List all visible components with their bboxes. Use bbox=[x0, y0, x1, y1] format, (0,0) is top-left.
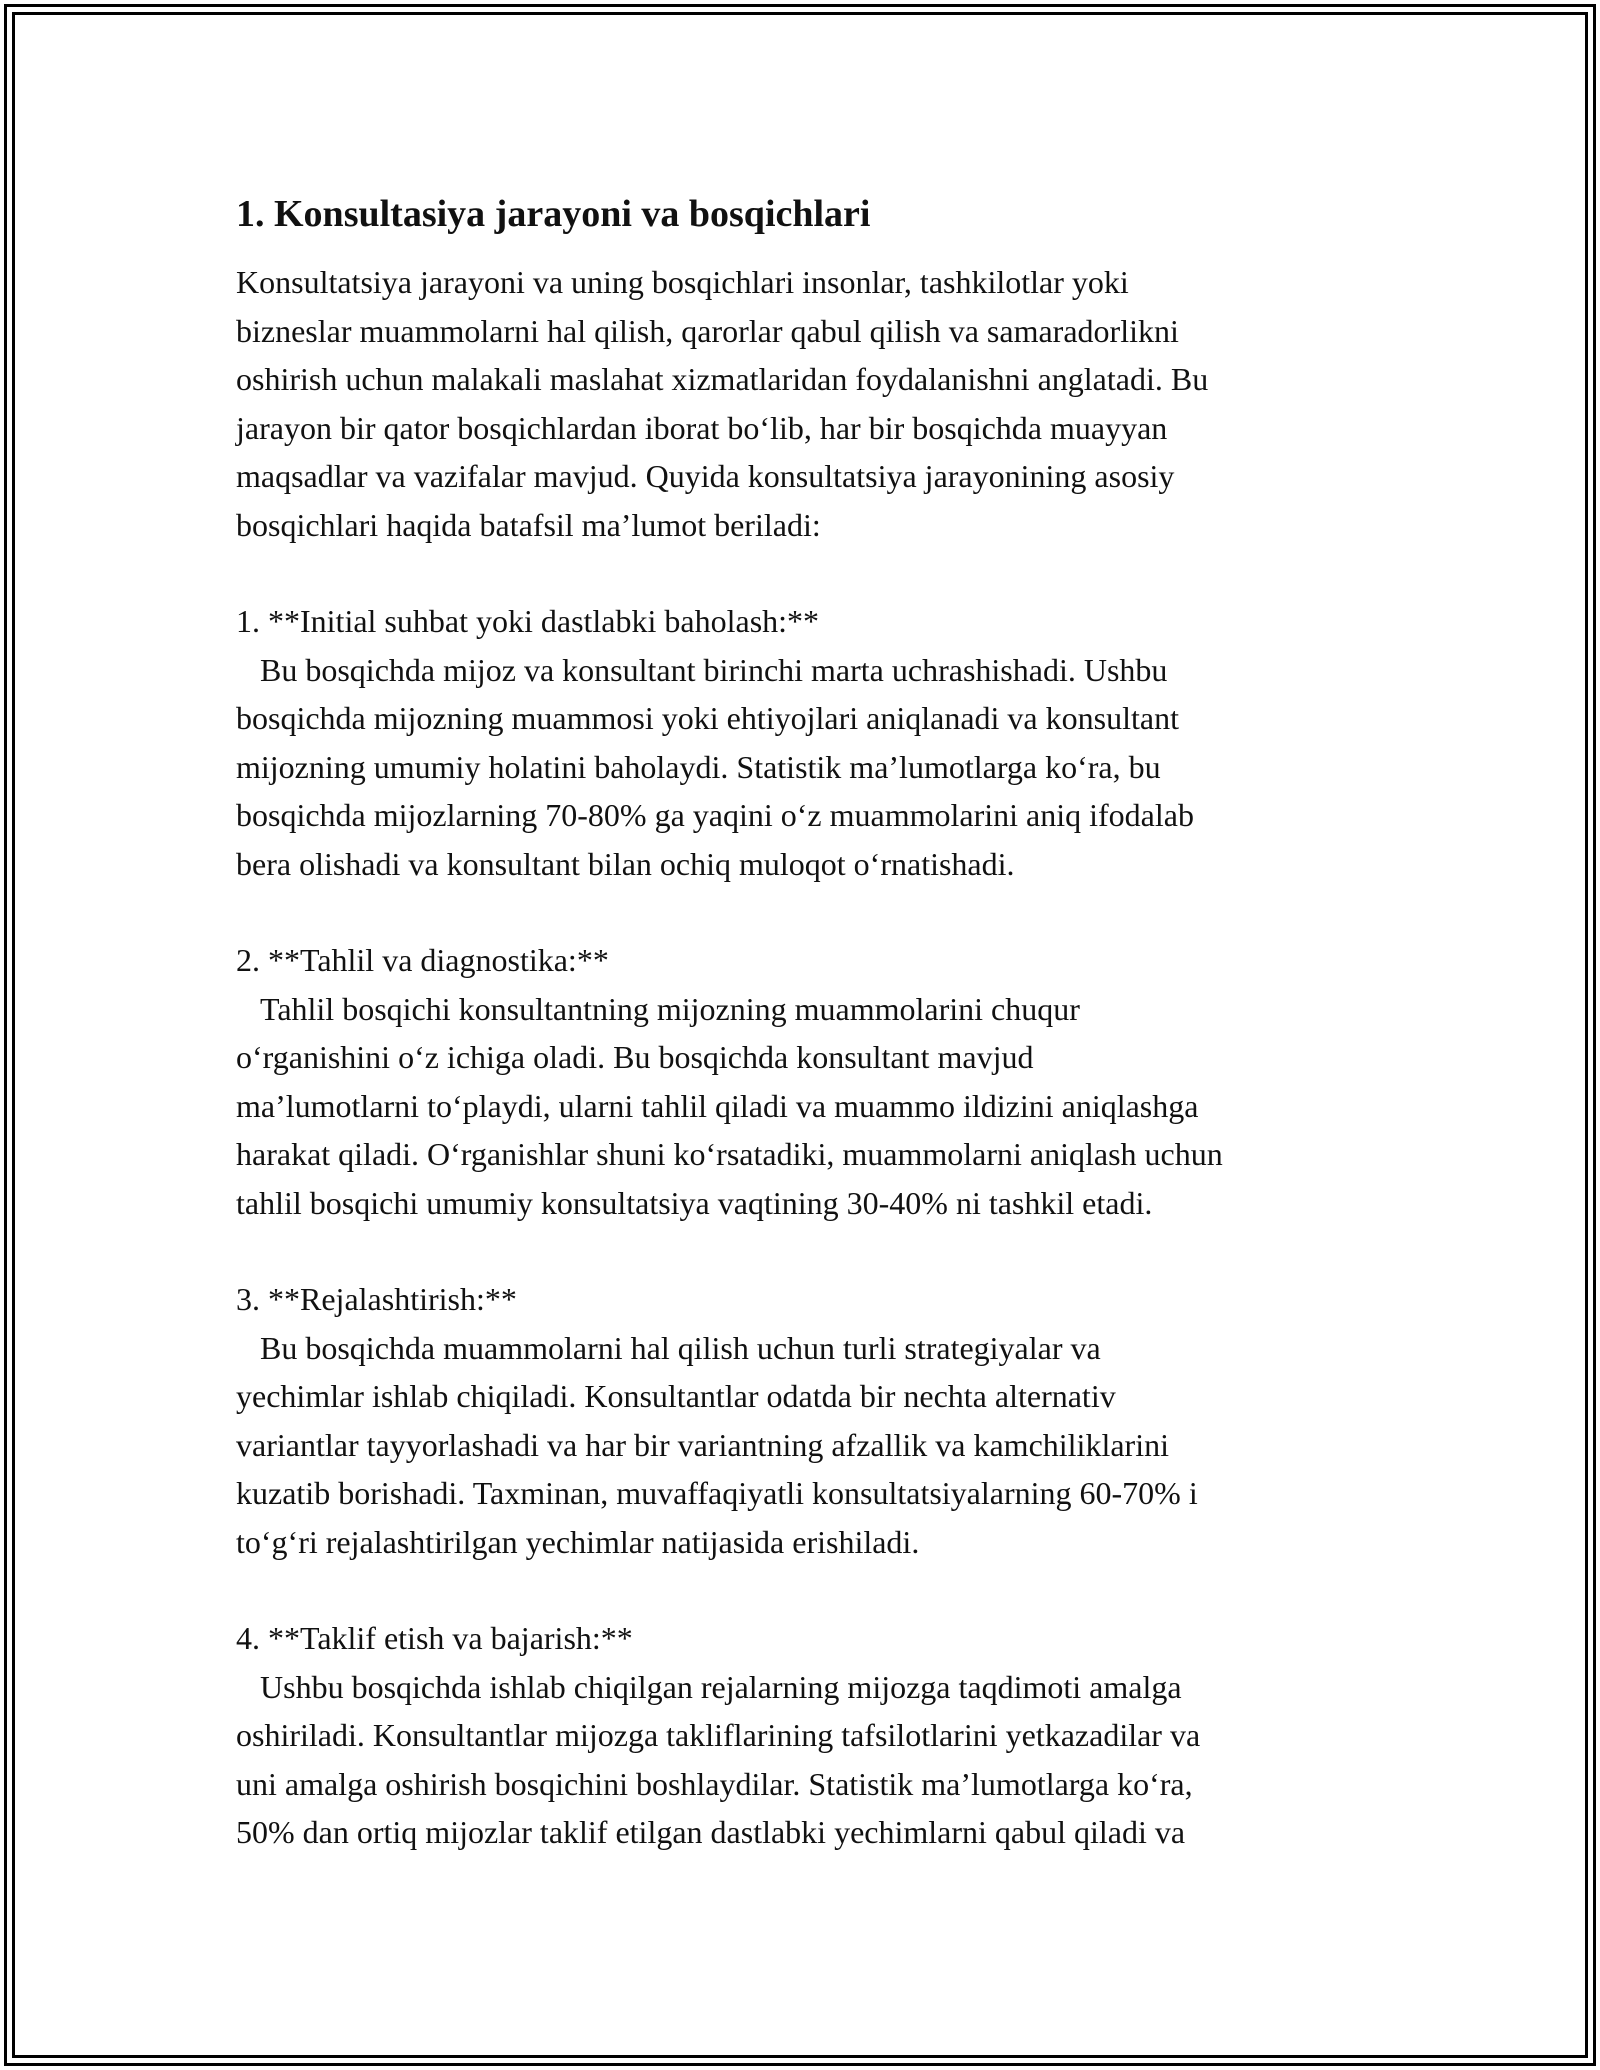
stage-body: Bu bosqichda muammolarni hal qilish uchun turli strategiyalar va yechimlar ishlab chiqiladi. Konsultantlar odatda bir nechta alternativ variantlar tayyorlashadi va har bir variantning afzallik va kamchiliklarini kuzatib borishadi. Taxminan, muvaffaqiyatli konsultatsiyalarning 60-70% i to‘g‘ri rejalashtirilgan yechimlar natijasida erishiladi. bbox=[236, 1329, 1198, 1560]
stage-body: Bu bosqichda mijoz va konsultant birinchi marta uchrashishadi. Ushbu bosqichda mijozning muammosi yoki ehtiyojlari aniqlanadi va konsultant mijozning umumiy holatini baholaydi. Statistik ma’lumotlarga ko‘ra, bu bosqichda mijozlarning 70-80% ga yaqini o‘z muammolarini aniq ifodalab bera olishadi va konsultant bilan ochiq muloqot o‘rnatishadi. bbox=[236, 651, 1194, 882]
stage-section-3 bbox=[236, 1275, 1396, 1566]
document-content bbox=[236, 186, 1396, 1857]
stage-title: 4. **Taklif etish va bajarish:** bbox=[236, 1620, 633, 1656]
intro-paragraph: Konsultatsiya jarayoni va uning bosqichlari insonlar, tashkilotlar yoki bizneslar muammolarni hal qilish, qarorlar qabul qilish va samaradorlikni oshirish uchun malakali maslahat xizmatlaridan foydalanishni anglatadi. Bu jarayon bir qator bosqichlardan iborat bo‘lib, har bir bosqichda muayyan maqsadlar va vazifalar mavjud. Quyida konsultatsiya jarayonining asosiy bosqichlari haqida batafsil ma’lumot beriladi: bbox=[236, 264, 1209, 543]
stage-section-4 bbox=[236, 1614, 1396, 1857]
stage-title: 2. **Tahlil va diagnostika:** bbox=[236, 942, 609, 978]
stage-section-2 bbox=[236, 936, 1396, 1227]
section-heading: 1. Konsultasiya jarayoni va bosqichlari bbox=[236, 193, 871, 235]
stage-section-1 bbox=[236, 597, 1396, 888]
stage-body: Ushbu bosqichda ishlab chiqilgan rejalarning mijozga taqdimoti amalga oshiriladi. Konsultantlar mijozga takliflarining tafsilotlarini yetkazadilar va uni amalga oshirish bosqichini boshlaydilar. Statistik ma’lumotlarga ko‘ra, 50% dan ortiq mijozlar taklif etilgan dastlabki yechimlarni qabul qiladi va bbox=[236, 1668, 1201, 1850]
stage-body: Tahlil bosqichi konsultantning mijozning muammolarini chuqur o‘rganishini o‘z ichiga oladi. Bu bosqichda konsultant mavjud ma’lumotlarni to‘playdi, ularni tahlil qiladi va muammo ildizini aniqlashga harakat qiladi. O‘rganishlar shuni ko‘rsatadiki, muammolarni aniqlash uchun tahlil bosqichi umumiy konsultatsiya vaqtining 30-40% ni tashkil etadi. bbox=[236, 990, 1223, 1221]
stage-title: 3. **Rejalashtirish:** bbox=[236, 1281, 517, 1317]
stage-title: 1. **Initial suhbat yoki dastlabki baholash:** bbox=[236, 603, 820, 639]
